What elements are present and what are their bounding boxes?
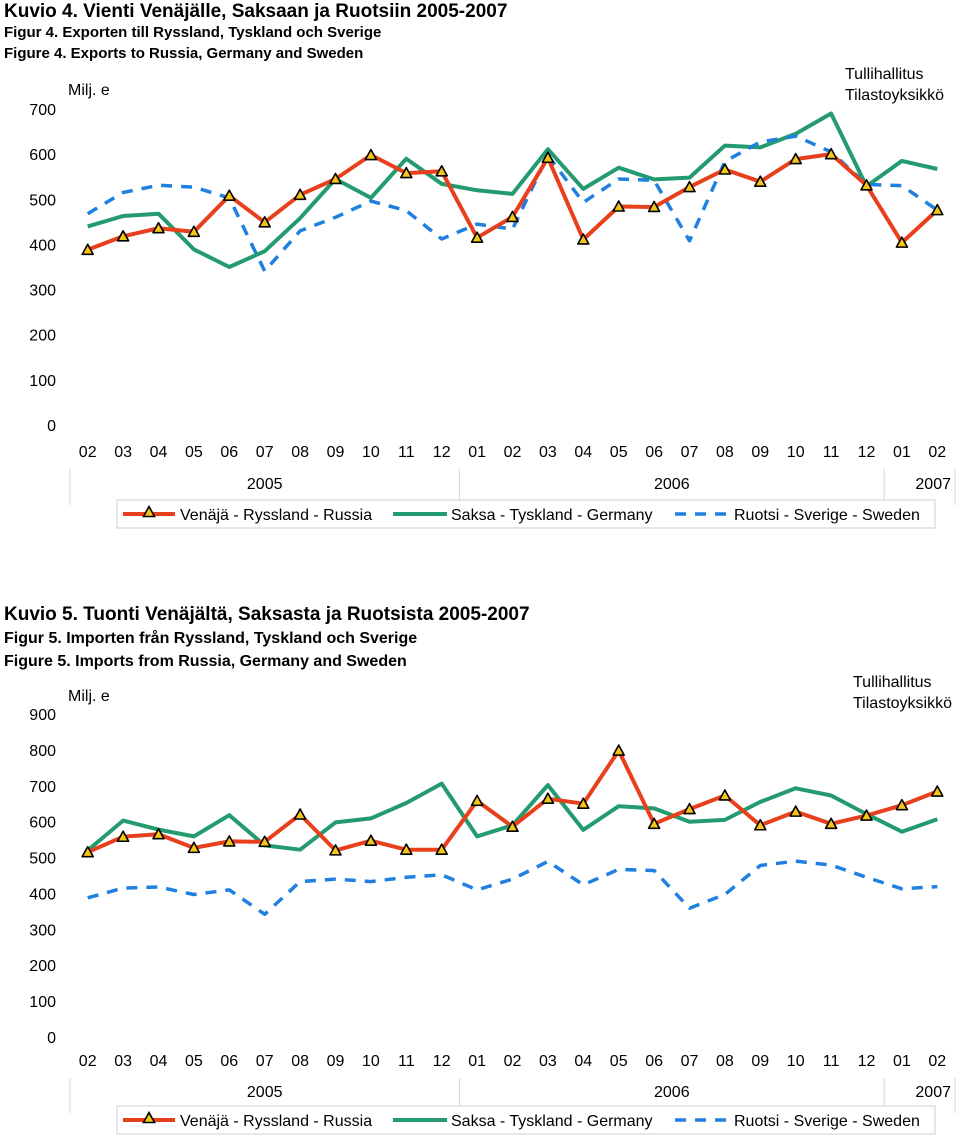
x-tick-label: 04 bbox=[149, 444, 168, 461]
y-tick-label: 800 bbox=[29, 742, 56, 760]
x-tick-label: 07 bbox=[255, 444, 274, 461]
chart-subtitle-en: Figure 5. Imports from Russia, Germany and Sweden bbox=[4, 653, 407, 670]
legend-label: Venäjä - Ryssland - Russia bbox=[180, 507, 373, 524]
y-tick-label: 500 bbox=[29, 192, 56, 210]
y-tick-label: 200 bbox=[29, 327, 56, 345]
x-tick-label: 11 bbox=[397, 1053, 415, 1070]
x-tick-label: 12 bbox=[432, 1053, 451, 1070]
x-tick-label: 02 bbox=[928, 1053, 947, 1070]
chart-plot bbox=[0, 0, 960, 560]
legend-label: Saksa - Tyskland - Germany bbox=[451, 507, 653, 524]
chart-title: Kuvio 5. Tuonti Venäjältä, Saksasta ja Ruotsista 2005-2007 bbox=[4, 604, 530, 625]
x-tick-label: 11 bbox=[822, 444, 840, 461]
y-tick-label: 700 bbox=[29, 102, 56, 119]
x-year-label: 2007 bbox=[915, 476, 951, 493]
x-tick-label: 12 bbox=[857, 1053, 876, 1070]
y-tick-label: 300 bbox=[29, 282, 56, 300]
x-tick-label: 02 bbox=[78, 1053, 97, 1070]
chart-imports bbox=[0, 600, 960, 1136]
x-tick-label: 05 bbox=[185, 1053, 203, 1070]
data-point-marker bbox=[472, 795, 483, 805]
x-tick-label: 06 bbox=[645, 1053, 663, 1070]
y-tick-label: 400 bbox=[29, 886, 56, 904]
data-point-marker bbox=[365, 150, 376, 160]
x-year-label: 2006 bbox=[654, 476, 690, 493]
y-tick-label: 700 bbox=[29, 778, 56, 796]
y-tick-label: 900 bbox=[29, 707, 56, 724]
x-tick-label: 03 bbox=[539, 1053, 557, 1070]
x-tick-label: 04 bbox=[574, 444, 593, 461]
chart-title: Kuvio 4. Vienti Venäjälle, Saksaan ja Ruotsiin 2005-2007 bbox=[4, 1, 508, 22]
legend-label: Ruotsi - Sverige - Sweden bbox=[734, 507, 920, 524]
x-tick-label: 09 bbox=[751, 1053, 770, 1070]
source-line-1: Tullihallitus bbox=[853, 674, 932, 691]
x-tick-label: 01 bbox=[893, 1053, 911, 1070]
x-year-label: 2005 bbox=[246, 476, 283, 493]
x-tick-label: 06 bbox=[645, 444, 663, 461]
x-tick-label: 10 bbox=[362, 444, 380, 461]
x-tick-label: 09 bbox=[751, 444, 770, 461]
x-tick-label: 08 bbox=[291, 1053, 309, 1070]
x-tick-label: 03 bbox=[114, 1053, 132, 1070]
y-tick-label: 0 bbox=[47, 1030, 56, 1047]
x-tick-label: 04 bbox=[574, 1053, 593, 1070]
x-tick-label: 09 bbox=[326, 1053, 345, 1070]
y-tick-label: 400 bbox=[29, 237, 56, 255]
x-tick-label: 06 bbox=[220, 444, 239, 461]
legend-label: Ruotsi - Sverige - Sweden bbox=[734, 1113, 920, 1130]
chart-plot bbox=[0, 600, 960, 1136]
y-tick-label: 600 bbox=[29, 814, 56, 832]
source-line-2: Tilastoyksikkö bbox=[853, 695, 952, 712]
source-line-1: Tullihallitus bbox=[845, 66, 924, 83]
series-line bbox=[88, 751, 938, 853]
legend-label: Venäjä - Ryssland - Russia bbox=[180, 1113, 373, 1130]
y-axis-label: Milj. e bbox=[68, 688, 110, 705]
x-tick-label: 11 bbox=[822, 1053, 840, 1070]
x-tick-label: 02 bbox=[503, 1053, 522, 1070]
x-tick-label: 07 bbox=[255, 1053, 274, 1070]
x-tick-label: 12 bbox=[857, 444, 876, 461]
x-tick-label: 10 bbox=[786, 1053, 805, 1070]
x-tick-label: 03 bbox=[539, 444, 557, 461]
x-tick-label: 12 bbox=[432, 444, 451, 461]
series-line bbox=[88, 154, 938, 250]
source-line-2: Tilastoyksikkö bbox=[845, 87, 944, 104]
x-tick-label: 02 bbox=[78, 444, 97, 461]
y-tick-label: 600 bbox=[29, 147, 56, 165]
x-tick-label: 10 bbox=[362, 1053, 380, 1070]
x-year-label: 2006 bbox=[654, 1084, 690, 1101]
series-line bbox=[88, 114, 938, 268]
y-tick-label: 300 bbox=[29, 922, 56, 940]
x-tick-label: 06 bbox=[220, 1053, 239, 1070]
x-tick-label: 11 bbox=[397, 444, 415, 461]
x-tick-label: 07 bbox=[680, 444, 699, 461]
x-tick-label: 01 bbox=[468, 1053, 486, 1070]
chart-subtitle-sv: Figur 5. Importen från Ryssland, Tyskland och Sverige bbox=[4, 630, 418, 647]
x-tick-label: 05 bbox=[185, 444, 203, 461]
x-tick-label: 02 bbox=[503, 444, 522, 461]
legend-label: Saksa - Tyskland - Germany bbox=[451, 1113, 653, 1130]
x-year-label: 2007 bbox=[915, 1084, 951, 1101]
y-tick-label: 100 bbox=[29, 372, 56, 390]
chart-subtitle-sv: Figur 4. Exporten till Ryssland, Tyskland och Sverige bbox=[4, 24, 382, 41]
data-point-marker bbox=[613, 745, 624, 755]
x-tick-label: 08 bbox=[291, 444, 309, 461]
x-tick-label: 01 bbox=[893, 444, 911, 461]
x-tick-label: 09 bbox=[326, 444, 345, 461]
chart-exports bbox=[0, 0, 960, 560]
x-tick-label: 05 bbox=[609, 1053, 628, 1070]
chart-subtitle-en: Figure 4. Exports to Russia, Germany and Sweden bbox=[4, 45, 364, 62]
x-tick-label: 07 bbox=[680, 1053, 699, 1070]
x-tick-label: 03 bbox=[114, 444, 132, 461]
x-tick-label: 05 bbox=[609, 444, 628, 461]
x-year-label: 2005 bbox=[246, 1084, 283, 1101]
series-line bbox=[88, 861, 938, 914]
x-tick-label: 08 bbox=[716, 1053, 734, 1070]
x-tick-label: 10 bbox=[786, 444, 805, 461]
data-point-marker bbox=[295, 809, 306, 819]
x-tick-label: 01 bbox=[468, 444, 486, 461]
y-tick-label: 200 bbox=[29, 958, 56, 976]
y-tick-label: 100 bbox=[29, 994, 56, 1012]
x-tick-label: 08 bbox=[716, 444, 734, 461]
y-axis-label: Milj. e bbox=[68, 82, 110, 99]
y-tick-label: 0 bbox=[47, 418, 56, 435]
x-tick-label: 02 bbox=[928, 444, 947, 461]
x-tick-label: 04 bbox=[149, 1053, 168, 1070]
y-tick-label: 500 bbox=[29, 850, 56, 868]
